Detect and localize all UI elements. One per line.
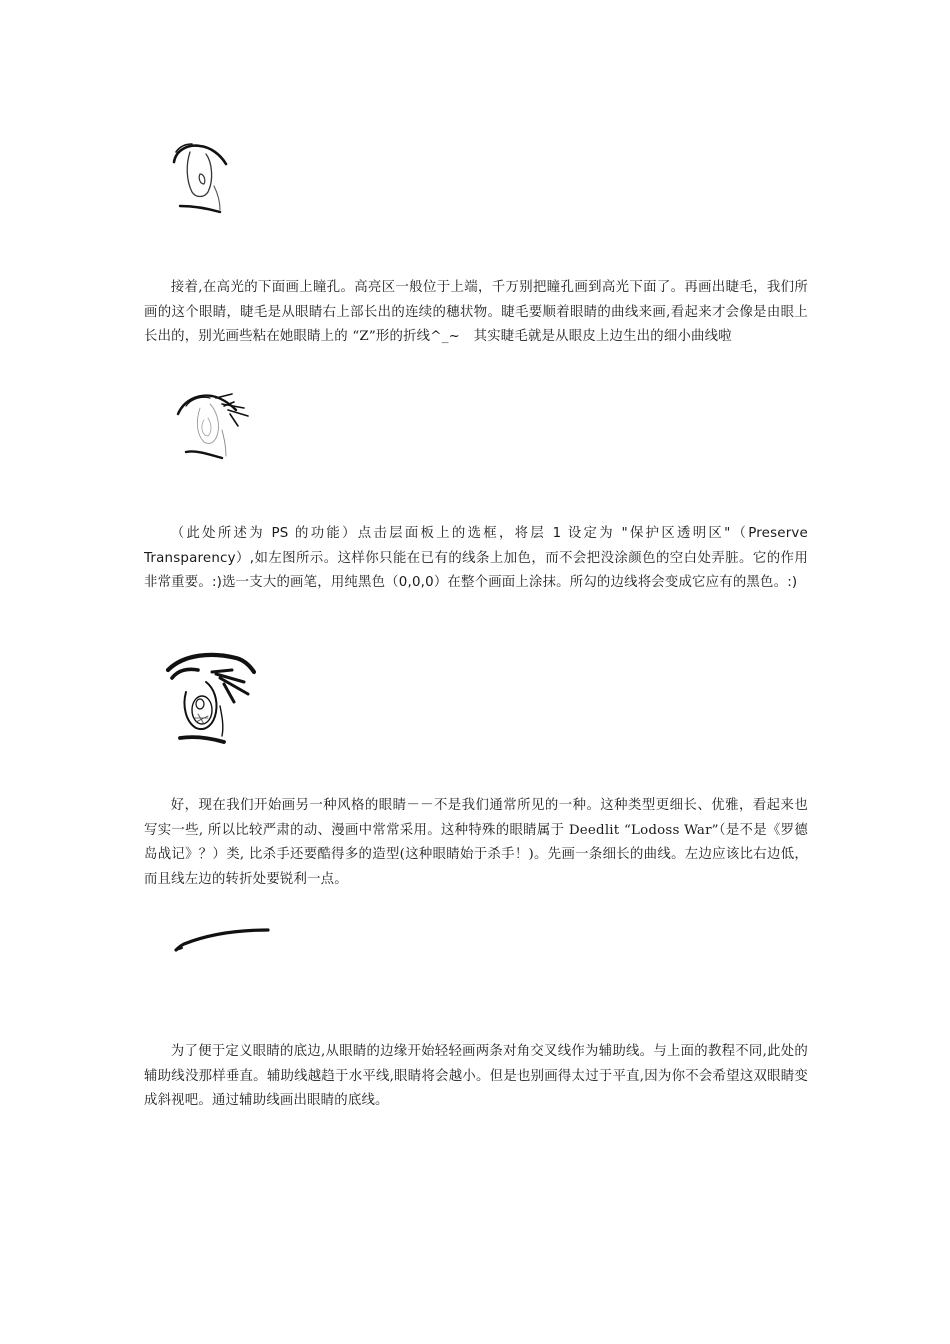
paragraph-1: 接着,在高光的下面画上瞳孔。高亮区一般位于上端，千万别把瞳孔画到高光下面了。再画出睫毛，我们所画的这个眼睛，睫毛是从眼睛右上部长出的连续的穗状物。睫毛要顺着眼睛的曲线来画,看起来才会像是由眼上长出的，别光画些粘在她眼睛上的 “Z”形的折线^_~ 其实睫毛就是从眼皮上边生出的细小曲线啦 — [144, 280, 808, 344]
paragraph-3: 好，现在我们开始画另一种风格的眼睛－－不是我们通常所见的一种。这种类型更细长、优雅，看起来也写实一些, 所以比较严肃的动、漫画中常常采用。这种特殊的眼睛属于 Deedlit “Lodoss War”（是不是《罗德岛战记》？）类, 比杀手还要酷得多的造型(这种眼睛始于杀手！)。先画一条细长的曲线。左边应该比右边低，而且线左边的转折处要锐利一点。 — [144, 798, 808, 887]
eye-sketch-step-1-image — [168, 140, 238, 216]
eye-finished-black-image — [164, 648, 258, 746]
paragraph-2: （此处所述为 PS 的功能）点击层面板上的选框，将层 1 设定为 "保护区透明区"（Preserve Transparency）,如左图所示。这样你只能在已有的线条上加色，而不会把没涂颜色的空白处弄脏。它的作用非常重要。:)选一支大的画笔，用纯黑色（0,0,0）在整个画面上涂抹。所勾的边线将会变成它应有的黑色。:) — [144, 526, 808, 590]
eye-outline-curve-image — [170, 922, 274, 960]
eye-sketch-step-2-image — [172, 386, 254, 468]
paragraph-4: 为了便于定义眼睛的底边,从眼睛的边缘开始轻轻画两条对角交叉线作为辅助线。与上面的教程不同,此处的辅助线没那样垂直。辅助线越趋于水平线,眼睛将会越小。但是也别画得太过于平直,因为你不会希望这双眼睛变成斜视吧。通过辅助线画出眼睛的底线。 — [144, 1044, 808, 1108]
